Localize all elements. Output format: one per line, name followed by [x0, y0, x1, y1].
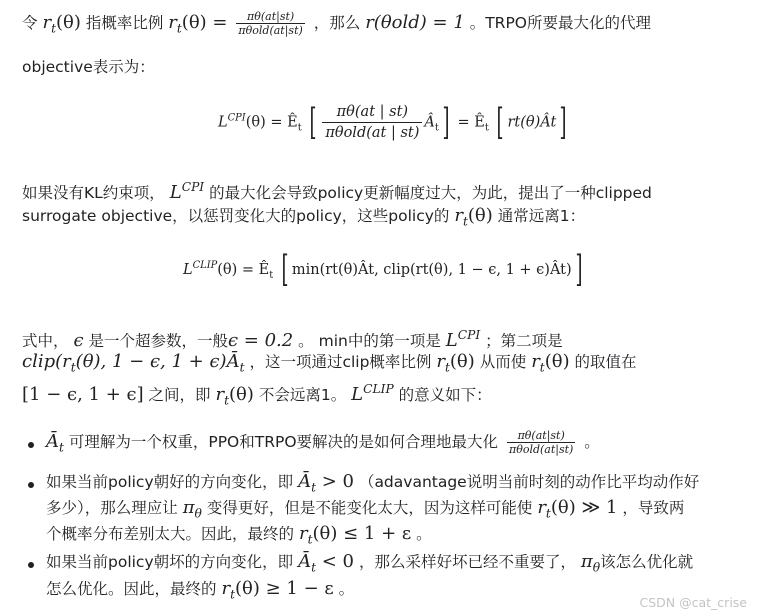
math-rt: $r_t(\theta)$: [436, 351, 475, 375]
ratio-fraction: $\frac{\pi\theta(at|st)}{\text{πθold(at|st)}}$: [508, 429, 574, 456]
bullet-dot: [28, 562, 34, 568]
math-rt-ge: $r_t(\theta) \ge 1 - \varepsilon$: [221, 578, 334, 602]
text: 个概率分布差别太大。因此，最终的: [46, 525, 295, 543]
text: 。: [416, 525, 432, 543]
text: （adavantage说明当前时刻的动作比平均动作好: [358, 473, 700, 491]
text: 的最大化会导致policy更新幅度过大，为此，提出了一种clipped: [209, 184, 652, 202]
math-range: [1 − ϵ, 1 + ϵ]: [22, 384, 144, 405]
text: 令: [22, 14, 38, 32]
math-a-bar: $Ā_t$: [46, 431, 64, 455]
math-rt: $r_t(\theta)$: [215, 384, 254, 408]
math-a-bar-lt: $Ā_t < 0$: [298, 551, 354, 575]
math-rt: $r_t(\theta)$: [531, 351, 570, 375]
list-item-weight: [46, 429, 600, 461]
math-r-old: r(θold) = 1: [365, 12, 465, 33]
text: 如果当前policy朝坏的方向变化，即: [46, 553, 294, 571]
paragraph-objective-intro: [22, 54, 155, 80]
text: 式中，: [22, 332, 69, 350]
text: 。: [584, 433, 600, 451]
paragraph-clip-range: [22, 376, 492, 414]
equation-clip: $L^{CLIP}(\theta)$ = $Ê_t$ [ min(rt(θ)Ât, clip(rt(θ), 1 − ϵ, 1 + ϵ)Ât)]: [183, 249, 583, 290]
text: 。 min中的第一项是: [298, 332, 441, 350]
math-epsilon-value: ϵ = 0.2: [228, 330, 294, 351]
text: 如果当前policy朝好的方向变化，即: [46, 473, 294, 491]
bullet-dot: [28, 442, 34, 448]
math-a-bar-gt: $Ā_t > 0$: [298, 471, 354, 495]
list-item-positive-advantage-end: [46, 521, 432, 553]
text: objective表示为：: [22, 58, 155, 76]
text: 变得更好，但是不能变化太大，因为这样可能使: [206, 499, 533, 517]
math-epsilon: ϵ: [73, 330, 84, 351]
math-pi-theta: $\pi_\theta$: [182, 497, 202, 521]
math-rt-le: $r_t(\theta) \le 1 + \varepsilon$: [298, 523, 412, 547]
text: 指概率比例: [85, 14, 164, 32]
math-l-cpi: $L^{CPI}$: [169, 180, 205, 203]
list-item-negative-advantage-end: [46, 576, 354, 608]
text: ，这一项通过clip概率比例: [249, 353, 432, 371]
text: 不会远离1。: [258, 386, 347, 404]
text: 是一个超参数，一般: [88, 332, 228, 350]
math-rt: $r_t(\theta)$: [454, 205, 493, 229]
math-l-cpi: $L^{CPI}$: [445, 328, 481, 351]
equation-cpi-fraction: $\frac{\pi\theta(at | st)}{\text{πθold(at | st)}}$: [322, 102, 422, 143]
text: 的取值在: [574, 353, 637, 371]
text: ；第二项是: [485, 332, 563, 350]
text: 。TRPO所要最大化的代理: [469, 14, 652, 32]
paragraph-ratio-definition: [22, 10, 651, 42]
math-rt: $r_t(\theta)$: [42, 12, 81, 36]
text: 之间，即: [148, 386, 211, 404]
text: ，那么: [313, 14, 361, 32]
text: 的意义如下：: [398, 386, 492, 404]
text: 如果没有KL约束项，: [22, 184, 165, 202]
math-rt-eq: $r_t(\theta)$ =: [168, 12, 228, 36]
ratio-fraction: $\frac{\pi\theta(at|st)}{\text{πθold(at|st)}}$: [238, 10, 303, 37]
text: 怎么优化。因此，最终的: [46, 580, 217, 598]
math-pi-theta: $\pi_\theta$: [580, 551, 601, 575]
text: 该怎么优化就: [600, 553, 694, 571]
text: surrogate objective，以惩罚变化大的policy，这些policy的: [22, 207, 450, 225]
paragraph-kl-constraint: [22, 174, 652, 206]
math-l-clip: $L^{CLIP}$: [351, 382, 394, 405]
text: 从而使: [479, 353, 527, 371]
text: ，导致两: [622, 499, 685, 517]
text: 。: [338, 580, 355, 598]
text: 多少），那么理应让: [46, 499, 178, 517]
text: 可理解为一个权重，PPO和TRPO要解决的是如何合理地最大化: [68, 433, 499, 451]
watermark: CSDN @cat_crise: [639, 595, 747, 610]
text: ，那么采样好坏已经不重要了，: [358, 553, 576, 571]
bullet-dot: [28, 482, 34, 488]
paragraph-surrogate: [22, 203, 585, 235]
text: 通常远离1：: [497, 207, 586, 225]
equation-cpi: $L^{CPI}(\theta)$ = $Ê_t$ [ $\frac{\pi\theta(at | st)}{\text{πθold(at | st)}}$ $Â_t$] = $Ê_t$ [ rt(θ)Ât]: [218, 101, 567, 143]
math-rt-gg: $r_t(\theta)$ ≫ 1: [537, 497, 618, 521]
math-clip-term: $clip(r_t(\theta)$, 1 − ϵ, $1 + \epsilon)Ā_t$: [22, 351, 245, 375]
